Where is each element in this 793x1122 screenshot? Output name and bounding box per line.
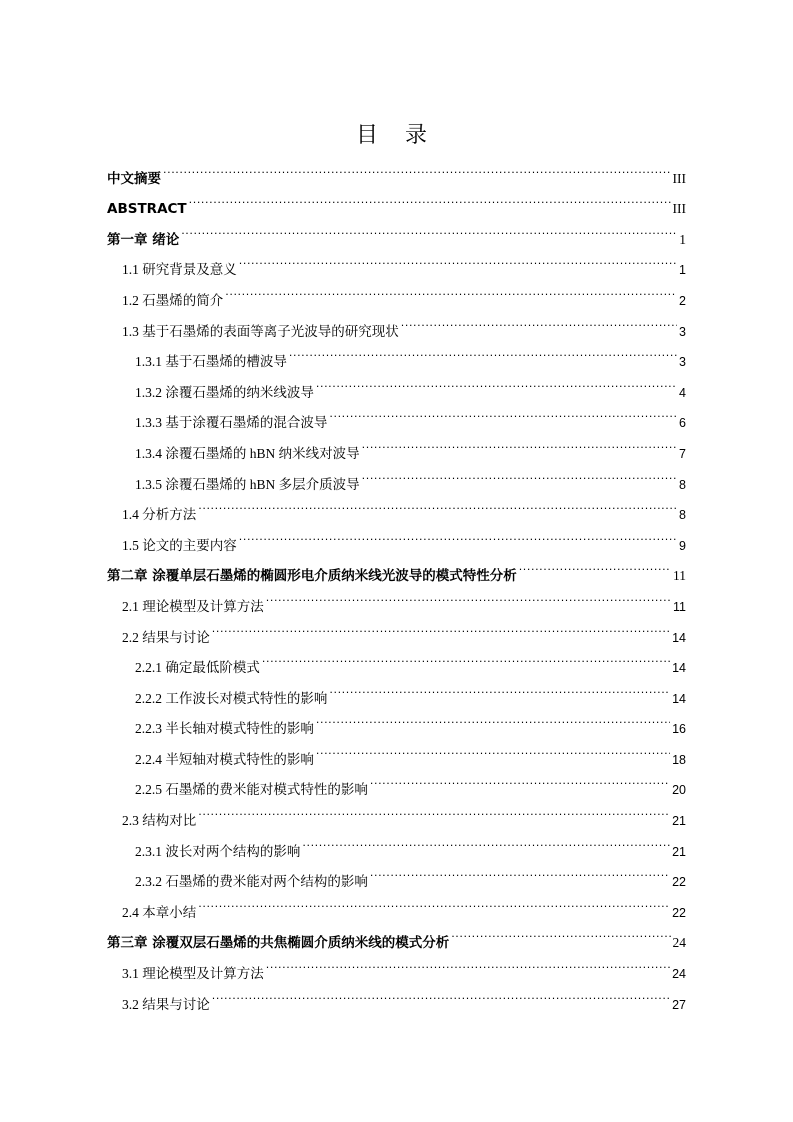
toc-entry-page-number: 1	[679, 231, 686, 247]
toc-entry[interactable]	[107, 152, 686, 187]
toc-entry-page-number: 21	[672, 844, 686, 859]
toc-entry-page-number: III	[672, 201, 686, 217]
dot-leader	[198, 489, 677, 520]
toc-entry-label: 2.1 理论模型及计算方法	[122, 598, 264, 614]
toc-entry-page-number: 8	[679, 508, 686, 523]
toc-entry-label: 2.2.2 工作波长对模式特性的影响	[135, 690, 328, 706]
toc-entry-label: 1.3 基于石墨烯的表面等离子光波导的研究现状	[122, 323, 399, 339]
dot-leader	[198, 794, 670, 825]
toc-entry-page-number: 14	[672, 691, 686, 706]
toc-entry-label: 1.4 分析方法	[122, 507, 197, 523]
toc-entry-label: 1.3.3 基于涂覆石墨烯的混合波导	[135, 415, 328, 431]
dot-leader	[225, 274, 677, 305]
toc-entry-label: 2.2 结果与讨论	[122, 629, 210, 645]
toc-entry-page-number: 24	[672, 967, 686, 982]
toc-entry-label: 1.3.5 涂覆石墨烯的 hBN 多层介质波导	[135, 476, 360, 492]
toc-entry-page-number: 11	[673, 599, 686, 614]
toc-entry-page-number: 21	[672, 814, 686, 829]
toc-entry-label: 1.3.1 基于石墨烯的槽波导	[135, 354, 287, 370]
dot-leader	[362, 427, 677, 458]
dot-leader	[451, 917, 670, 948]
toc-entry-label: 2.3 结构对比	[122, 813, 197, 829]
toc-entry-label: 2.2.3 半长轴对模式特性的影响	[135, 721, 314, 737]
dot-leader	[329, 672, 670, 703]
dot-leader	[239, 244, 677, 275]
toc-entry-page-number: 7	[679, 446, 686, 461]
dot-leader	[362, 458, 677, 489]
dot-leader	[266, 947, 670, 978]
toc-entry-page-number: 3	[679, 355, 686, 370]
toc-entry-page-number: 11	[673, 568, 686, 584]
toc-entry-label: 2.2.4 半短轴对模式特性的影响	[135, 751, 314, 767]
toc-entry-page-number: 14	[672, 630, 686, 645]
toc-entry-label: 1.1 研究背景及意义	[122, 262, 237, 278]
table-of-contents	[107, 152, 686, 1012]
dot-leader	[316, 366, 677, 397]
toc-entry-label: 1.5 论文的主要内容	[122, 537, 237, 553]
dot-leader	[370, 856, 670, 887]
toc-entry-page-number: 22	[672, 875, 686, 890]
toc-entry-label: 2.2.5 石墨烯的费米能对模式特性的影响	[135, 782, 368, 798]
dot-leader	[519, 550, 671, 581]
toc-entry-label: 第二章 涂覆单层石墨烯的椭圆形电介质纳米线光波导的模式特性分析	[107, 568, 517, 585]
toc-entry-page-number: 9	[679, 538, 686, 553]
toc-entry-label: 2.3.2 石墨烯的费米能对两个结构的影响	[135, 874, 368, 890]
toc-entry-page-number: 14	[672, 661, 686, 676]
toc-entry-label: 1.3.4 涂覆石墨烯的 hBN 纳米线对波导	[135, 445, 360, 461]
toc-entry-page-number: 16	[672, 722, 686, 737]
toc-entry[interactable]	[107, 213, 686, 248]
toc-entry-label: 中文摘要	[107, 170, 161, 187]
toc-entry-page-number: 18	[672, 752, 686, 767]
dot-leader	[262, 642, 670, 673]
toc-entry-label: 2.4 本章小结	[122, 904, 197, 920]
toc-entry-label: 第三章 涂覆双层石墨烯的共焦椭圆介质纳米线的模式分析	[107, 935, 450, 952]
toc-entry-page-number: 20	[672, 783, 686, 798]
toc-entry-label: 3.1 理论模型及计算方法	[122, 966, 264, 982]
dot-leader	[198, 886, 670, 917]
dot-leader	[401, 305, 677, 336]
toc-entry-label: 1.2 石墨烯的简介	[122, 292, 224, 308]
toc-entry-page-number: 27	[672, 997, 686, 1012]
toc-entry-label: 3.2 结果与讨论	[122, 996, 210, 1012]
toc-entry-label: 第一章 绪论	[107, 231, 180, 248]
toc-entry-page-number: 22	[672, 905, 686, 920]
toc-entry-page-number: 2	[679, 293, 686, 308]
toc-entry-page-number: 8	[679, 477, 686, 492]
toc-entry[interactable]	[107, 244, 686, 278]
dot-leader	[370, 764, 670, 795]
toc-entry-page-number: 24	[672, 935, 686, 951]
dot-leader	[163, 152, 671, 183]
toc-entry-page-number: 6	[679, 416, 686, 431]
dot-leader	[212, 978, 670, 1009]
dot-leader	[329, 397, 677, 428]
dot-leader	[239, 519, 677, 550]
toc-entry-label: 1.3.2 涂覆石墨烯的纳米线波导	[135, 384, 314, 400]
toc-entry-page-number: 3	[679, 324, 686, 339]
dot-leader	[189, 183, 671, 214]
dot-leader	[316, 703, 670, 734]
toc-entry[interactable]	[107, 183, 686, 218]
dot-leader	[266, 580, 671, 611]
dot-leader	[181, 213, 677, 244]
page-title: 目 录	[356, 123, 437, 148]
dot-leader	[212, 611, 670, 642]
toc-entry-label: ABSTRACT	[107, 201, 187, 218]
toc-entry-page-number: III	[672, 170, 686, 186]
dot-leader	[316, 733, 670, 764]
toc-entry-page-number: 1	[679, 263, 686, 278]
dot-leader	[289, 336, 677, 367]
toc-entry-label: 2.3.1 波长对两个结构的影响	[135, 843, 301, 859]
toc-entry-label: 2.2.1 确定最低阶模式	[135, 660, 260, 676]
dot-leader	[302, 825, 670, 856]
toc-entry-page-number: 4	[679, 385, 686, 400]
